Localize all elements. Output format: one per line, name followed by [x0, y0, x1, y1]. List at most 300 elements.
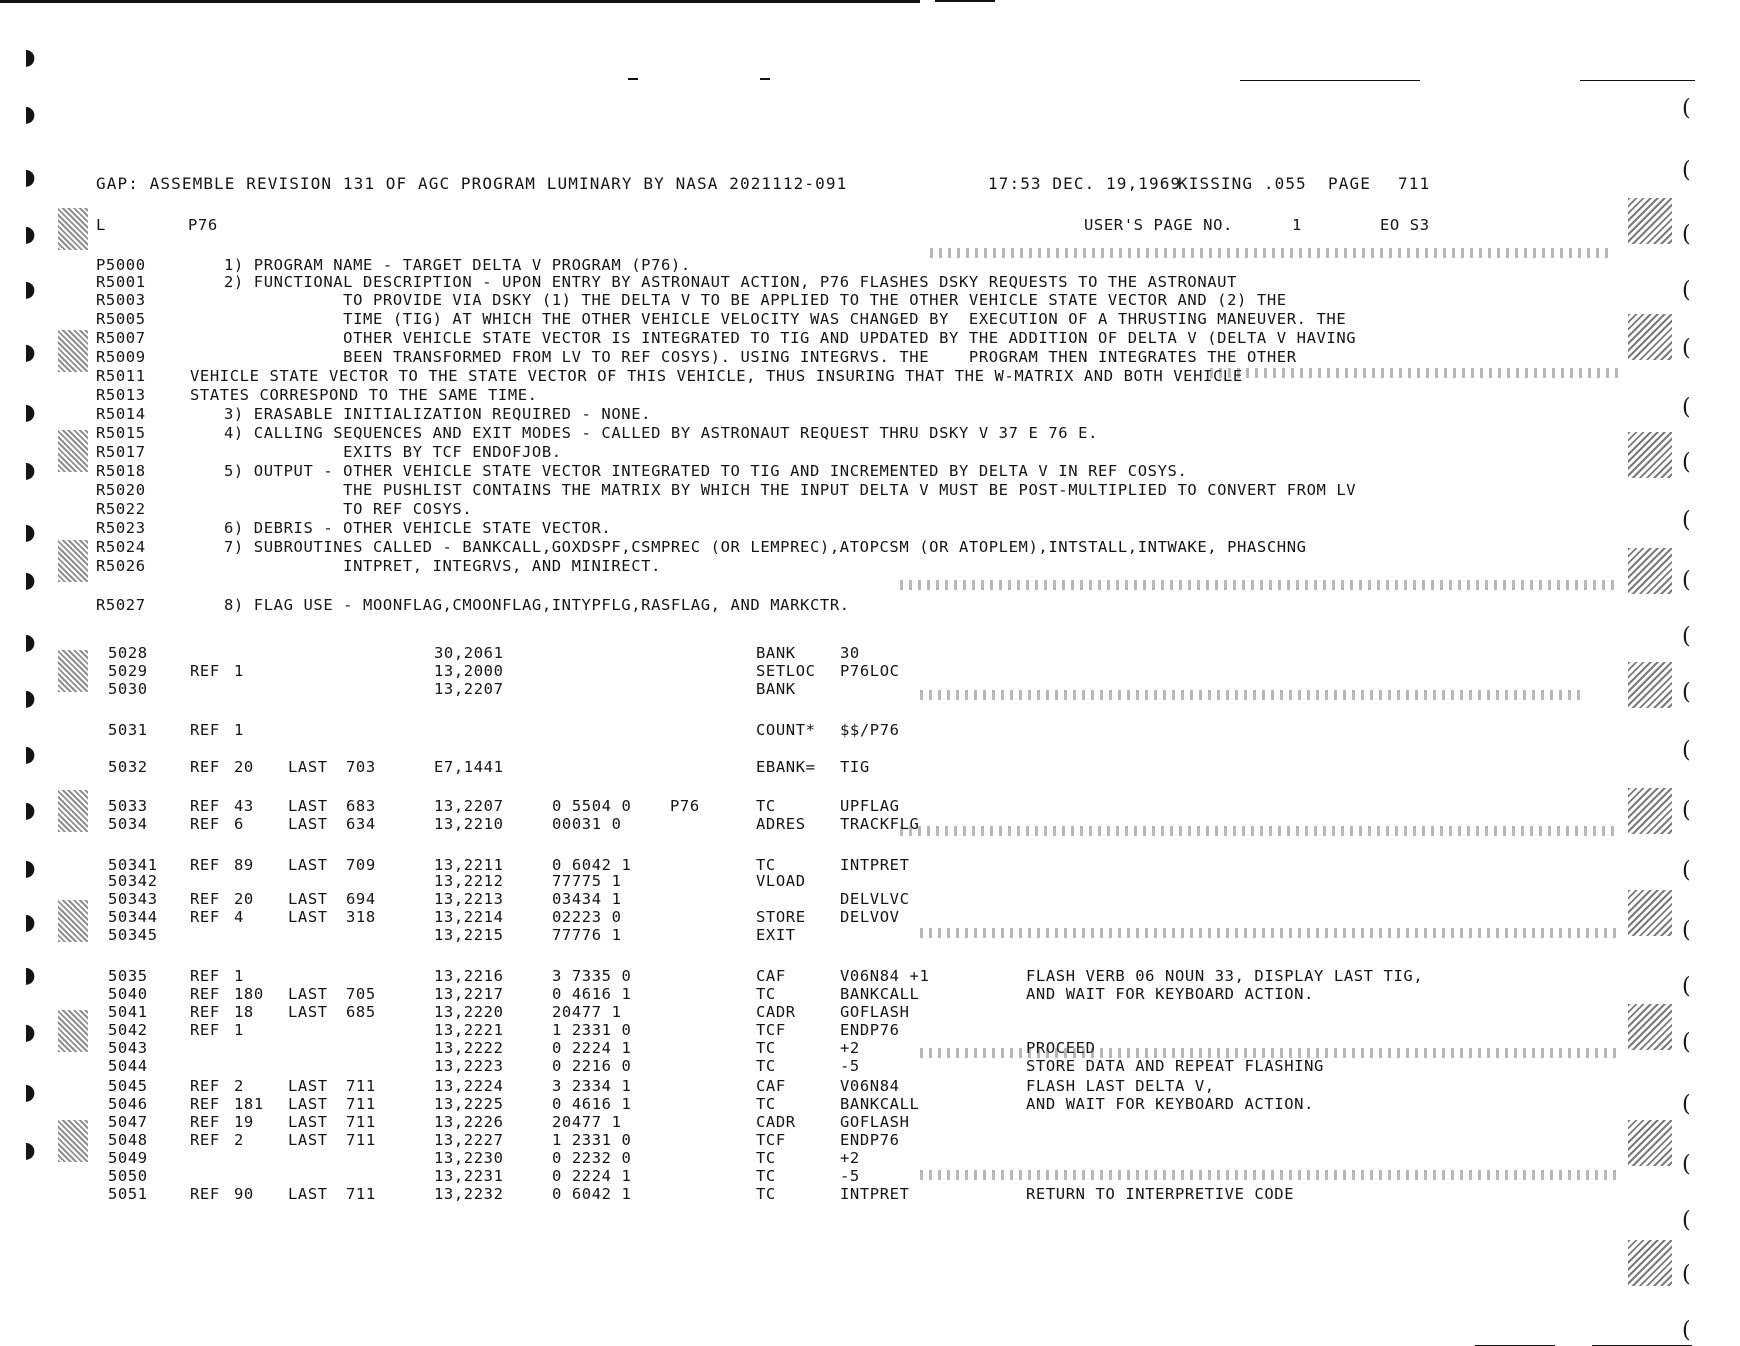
- top-dash-1: [628, 78, 638, 80]
- code-ref-count: 2: [234, 1077, 244, 1095]
- code-operand: TRACKFLG: [840, 815, 920, 833]
- code-last-page: 694: [346, 890, 376, 908]
- code-word: 0 2232 0: [552, 1149, 632, 1167]
- code-operand: DELVOV: [840, 908, 900, 926]
- code-opcode: CAF: [756, 1077, 786, 1095]
- header-page-number: 711: [1398, 174, 1431, 193]
- comment-line-id: R5017: [96, 443, 146, 461]
- header-page-label: PAGE: [1328, 174, 1371, 193]
- code-word: 0 2224 1: [552, 1039, 632, 1057]
- code-last-page: 711: [346, 1077, 376, 1095]
- code-opcode: TC: [756, 1039, 776, 1057]
- code-ref: REF: [190, 815, 220, 833]
- code-opcode: TC: [756, 1095, 776, 1113]
- comment-line-text: EXITS BY TCF ENDOFJOB.: [224, 443, 562, 461]
- top-scan-rule-short: [935, 0, 995, 2]
- code-last-page: 711: [346, 1131, 376, 1149]
- punch-hole-mark: ◗: [24, 742, 36, 767]
- comment-line-id: R5018: [96, 462, 146, 480]
- code-word: 20477 1: [552, 1003, 622, 1021]
- comment-line-id: R5014: [96, 405, 146, 423]
- code-opcode: TC: [756, 797, 776, 815]
- scan-noise-left: [58, 208, 88, 250]
- code-address: 13,2226: [434, 1113, 504, 1131]
- code-line-number: 5049: [108, 1149, 148, 1167]
- code-address: 30,2061: [434, 644, 504, 662]
- punch-hole-mark: ◗: [24, 520, 36, 545]
- code-line-number: 5050: [108, 1167, 148, 1185]
- punch-hole-mark: ◗: [24, 630, 36, 655]
- code-last-page: 711: [346, 1185, 376, 1203]
- code-operand: UPFLAG: [840, 797, 900, 815]
- code-ref-count: 181: [234, 1095, 264, 1113]
- code-opcode: BANK: [756, 644, 796, 662]
- scan-noise-right: [1628, 548, 1672, 594]
- scan-noise-right: [1628, 314, 1672, 360]
- code-address: 13,2213: [434, 890, 504, 908]
- code-operand: P76LOC: [840, 662, 900, 680]
- comment-line-text: TO PROVIDE VIA DSKY (1) THE DELTA V TO BE APPLIED TO THE OTHER VEHICLE STATE VECTOR AND (2) THE: [224, 291, 1287, 309]
- code-ref-count: 20: [234, 890, 254, 908]
- code-line-number: 50342: [108, 872, 158, 890]
- code-last: LAST: [288, 890, 328, 908]
- scan-noise-smear: [900, 826, 1620, 836]
- right-edge-paren: (: [1682, 278, 1691, 303]
- right-edge-paren: (: [1682, 974, 1691, 999]
- code-opcode: STORE: [756, 908, 806, 926]
- code-ref-count: 18: [234, 1003, 254, 1021]
- code-word: 3 2334 1: [552, 1077, 632, 1095]
- right-edge-paren: (: [1682, 508, 1691, 533]
- listing-page: [96, 176, 1656, 1306]
- scan-noise-right: [1628, 432, 1672, 478]
- code-ref-count: 89: [234, 856, 254, 874]
- code-operand: V06N84: [840, 1077, 900, 1095]
- code-line-number: 5042: [108, 1021, 148, 1039]
- top-dash-4: [1580, 80, 1695, 81]
- code-word: 02223 0: [552, 908, 622, 926]
- scan-noise-left: [58, 650, 88, 692]
- code-opcode: SETLOC: [756, 662, 816, 680]
- code-ref: REF: [190, 1077, 220, 1095]
- code-line-number: 5045: [108, 1077, 148, 1095]
- code-last-page: 711: [346, 1113, 376, 1131]
- comment-line-text: INTPRET, INTEGRVS, AND MINIRECT.: [224, 557, 661, 575]
- code-address: 13,2207: [434, 797, 504, 815]
- right-edge-paren: (: [1682, 1030, 1691, 1055]
- code-operand: BANKCALL: [840, 1095, 920, 1113]
- comment-line-id: R5011: [96, 367, 146, 385]
- code-last: LAST: [288, 797, 328, 815]
- code-word: 00031 0: [552, 815, 622, 833]
- code-operand: $$/P76: [840, 721, 900, 739]
- code-last: LAST: [288, 1185, 328, 1203]
- scan-noise-right: [1628, 1004, 1672, 1050]
- punch-hole-mark: ◗: [24, 340, 36, 365]
- scan-noise-left: [58, 540, 88, 582]
- code-ref-count: 19: [234, 1113, 254, 1131]
- comment-line-id: R5005: [96, 310, 146, 328]
- punch-hole-mark: ◗: [24, 458, 36, 483]
- code-address: 13,2230: [434, 1149, 504, 1167]
- code-address: 13,2224: [434, 1077, 504, 1095]
- scan-noise-smear: [920, 690, 1580, 700]
- comment-line-id: R5022: [96, 500, 146, 518]
- code-opcode: TC: [756, 856, 776, 874]
- punch-hole-mark: ◗: [24, 222, 36, 247]
- code-line-number: 5051: [108, 1185, 148, 1203]
- code-last-page: 683: [346, 797, 376, 815]
- code-address: 13,2211: [434, 856, 504, 874]
- comment-line-text: 4) CALLING SEQUENCES AND EXIT MODES - CALLED BY ASTRONAUT REQUEST THRU DSKY V 37 E 76 E.: [224, 424, 1098, 442]
- code-line-number: 5029: [108, 662, 148, 680]
- code-address: 13,2222: [434, 1039, 504, 1057]
- code-address: E7,1441: [434, 758, 504, 776]
- code-line-number: 50345: [108, 926, 158, 944]
- right-edge-paren: (: [1682, 158, 1691, 183]
- code-last: LAST: [288, 815, 328, 833]
- code-word: 77775 1: [552, 872, 622, 890]
- code-word: 20477 1: [552, 1113, 622, 1131]
- scan-noise-left: [58, 430, 88, 472]
- comment-line-text: TO REF COSYS.: [224, 500, 473, 518]
- code-ref: REF: [190, 1003, 220, 1021]
- right-edge-paren: (: [1682, 336, 1691, 361]
- top-dash-3: [1240, 80, 1420, 81]
- code-last: LAST: [288, 1003, 328, 1021]
- code-address: 13,2215: [434, 926, 504, 944]
- code-ref: REF: [190, 721, 220, 739]
- code-ref-count: 1: [234, 1021, 244, 1039]
- punch-hole-mark: ◗: [24, 686, 36, 711]
- code-comment: FLASH VERB 06 NOUN 33, DISPLAY LAST TIG,: [1026, 967, 1424, 985]
- code-word: 0 5504 0: [552, 797, 632, 815]
- code-last: LAST: [288, 1077, 328, 1095]
- code-last: LAST: [288, 985, 328, 1003]
- code-operand: -5: [840, 1167, 860, 1185]
- comment-line-text: STATES CORRESPOND TO THE SAME TIME.: [190, 386, 538, 404]
- comment-line-id: R5013: [96, 386, 146, 404]
- code-opcode: EBANK=: [756, 758, 816, 776]
- code-word: 0 4616 1: [552, 985, 632, 1003]
- right-edge-paren: (: [1682, 96, 1691, 121]
- right-edge-paren: (: [1682, 222, 1691, 247]
- comment-line-id: R5001: [96, 273, 146, 291]
- header-title: GAP: ASSEMBLE REVISION 131 OF AGC PROGRAM LUMINARY BY NASA 2021112-091: [96, 174, 848, 193]
- code-comment: STORE DATA AND REPEAT FLASHING: [1026, 1057, 1324, 1075]
- right-edge-paren: (: [1682, 1092, 1691, 1117]
- subheader-column-l: L: [96, 216, 106, 234]
- code-operand: GOFLASH: [840, 1113, 910, 1131]
- punch-hole-mark: ◗: [24, 856, 36, 881]
- subheader-eo: EO S3: [1380, 216, 1430, 234]
- code-line-number: 5043: [108, 1039, 148, 1057]
- code-opcode: TC: [756, 1167, 776, 1185]
- right-edge-paren: (: [1682, 568, 1691, 593]
- code-last: LAST: [288, 1131, 328, 1149]
- code-opcode: TC: [756, 1185, 776, 1203]
- punch-hole-mark: ◗: [24, 1020, 36, 1045]
- code-operand: TIG: [840, 758, 870, 776]
- code-operand: ENDP76: [840, 1021, 900, 1039]
- code-ref: REF: [190, 985, 220, 1003]
- top-scan-rule: [0, 0, 920, 3]
- comment-line-id: R5026: [96, 557, 146, 575]
- code-comment: AND WAIT FOR KEYBOARD ACTION.: [1026, 1095, 1315, 1113]
- comment-line-text: 1) PROGRAM NAME - TARGET DELTA V PROGRAM (P76).: [224, 256, 691, 274]
- comment-line-text: 8) FLAG USE - MOONFLAG,CMOONFLAG,INTYPFLG,RASFLAG, AND MARKCTR.: [224, 596, 850, 614]
- scan-noise-smear: [1210, 368, 1620, 378]
- code-address: 13,2227: [434, 1131, 504, 1149]
- code-word: 3 7335 0: [552, 967, 632, 985]
- code-comment: RETURN TO INTERPRETIVE CODE: [1026, 1185, 1295, 1203]
- comment-line-id: R5027: [96, 596, 146, 614]
- code-comment: AND WAIT FOR KEYBOARD ACTION.: [1026, 985, 1315, 1003]
- scan-noise-smear: [920, 1048, 1620, 1058]
- code-ref: REF: [190, 758, 220, 776]
- code-ref: REF: [190, 1131, 220, 1149]
- code-ref: REF: [190, 662, 220, 680]
- code-operand: +2: [840, 1149, 860, 1167]
- subheader-users-page-no: 1: [1292, 216, 1302, 234]
- code-word: 1 2331 0: [552, 1131, 632, 1149]
- comment-line-text: 2) FUNCTIONAL DESCRIPTION - UPON ENTRY BY ASTRONAUT ACTION, P76 FLASHES DSKY REQUESTS TO THE ASTRONAUT: [224, 273, 1238, 291]
- code-ref: REF: [190, 797, 220, 815]
- code-opcode: BANK: [756, 680, 796, 698]
- comment-line-text: 5) OUTPUT - OTHER VEHICLE STATE VECTOR INTEGRATED TO TIG AND INCREMENTED BY DELTA V IN REF COSYS.: [224, 462, 1188, 480]
- comment-line-text: BEEN TRANSFORMED FROM LV TO REF COSYS). USING INTEGRVS. THE PROGRAM THEN INTEGRATES THE OTHER: [224, 348, 1297, 366]
- right-edge-paren: (: [1682, 680, 1691, 705]
- code-address: 13,2223: [434, 1057, 504, 1075]
- header-assembler: KISSING .055: [1178, 174, 1307, 193]
- code-ref-count: 1: [234, 721, 244, 739]
- code-ref: REF: [190, 1095, 220, 1113]
- code-last-page: 318: [346, 908, 376, 926]
- code-opcode: TCF: [756, 1131, 786, 1149]
- comment-line-text: OTHER VEHICLE STATE VECTOR IS INTEGRATED TO TIG AND UPDATED BY THE ADDITION OF DELTA V (DELTA V HAVING: [224, 329, 1357, 347]
- comment-line-text: TIME (TIG) AT WHICH THE OTHER VEHICLE VELOCITY WAS CHANGED BY EXECUTION OF A THRUSTING MANEUVER. THE: [224, 310, 1347, 328]
- comment-line-id: P5000: [96, 256, 146, 274]
- code-ref-count: 6: [234, 815, 244, 833]
- scan-noise-right: [1628, 662, 1672, 708]
- code-ref: REF: [190, 1185, 220, 1203]
- code-opcode: EXIT: [756, 926, 796, 944]
- code-operand: GOFLASH: [840, 1003, 910, 1021]
- code-label: P76: [670, 797, 700, 815]
- comment-line-text: 3) ERASABLE INITIALIZATION REQUIRED - NONE.: [224, 405, 652, 423]
- punch-hole-mark: ◗: [24, 102, 36, 127]
- comment-line-id: R5015: [96, 424, 146, 442]
- code-opcode: CAF: [756, 967, 786, 985]
- code-word: 77776 1: [552, 926, 622, 944]
- code-opcode: TC: [756, 1149, 776, 1167]
- scan-noise-right: [1628, 1120, 1672, 1166]
- punch-hole-mark: ◗: [24, 568, 36, 593]
- code-last-page: 709: [346, 856, 376, 874]
- code-operand: ENDP76: [840, 1131, 900, 1149]
- punch-hole-mark: ◗: [24, 400, 36, 425]
- code-last-page: 685: [346, 1003, 376, 1021]
- punch-hole-mark: ◗: [24, 910, 36, 935]
- code-ref-count: 2: [234, 1131, 244, 1149]
- code-opcode: CADR: [756, 1003, 796, 1021]
- scan-noise-smear: [900, 580, 1620, 590]
- code-ref-count: 43: [234, 797, 254, 815]
- code-word: 0 2224 1: [552, 1167, 632, 1185]
- code-opcode: COUNT*: [756, 721, 816, 739]
- code-address: 13,2216: [434, 967, 504, 985]
- code-ref-count: 1: [234, 967, 244, 985]
- punch-hole-mark: ◗: [24, 963, 36, 988]
- right-edge-paren: (: [1682, 918, 1691, 943]
- code-operand: DELVLVC: [840, 890, 910, 908]
- subheader-users-page: USER'S PAGE NO.: [1084, 216, 1233, 234]
- code-address: 13,2000: [434, 662, 504, 680]
- header-timestamp: 17:53 DEC. 19,1969: [988, 174, 1182, 193]
- code-word: 0 6042 1: [552, 1185, 632, 1203]
- code-opcode: TCF: [756, 1021, 786, 1039]
- right-edge-paren: (: [1682, 1262, 1691, 1287]
- code-ref-count: 1: [234, 662, 244, 680]
- right-edge-paren: (: [1682, 395, 1691, 420]
- top-dash-2: [760, 78, 770, 80]
- code-last: LAST: [288, 1095, 328, 1113]
- right-edge-paren: (: [1682, 798, 1691, 823]
- comment-line-id: R5023: [96, 519, 146, 537]
- comment-line-id: R5003: [96, 291, 146, 309]
- code-line-number: 5030: [108, 680, 148, 698]
- right-edge-paren: (: [1682, 738, 1691, 763]
- code-address: 13,2217: [434, 985, 504, 1003]
- code-line-number: 5033: [108, 797, 148, 815]
- code-ref-count: 90: [234, 1185, 254, 1203]
- punch-hole-mark: ◗: [24, 45, 36, 70]
- scan-noise-smear: [920, 928, 1620, 938]
- code-opcode: VLOAD: [756, 872, 806, 890]
- punch-hole-mark: ◗: [24, 1080, 36, 1105]
- code-word: 0 4616 1: [552, 1095, 632, 1113]
- subheader-program: P76: [188, 216, 218, 234]
- code-opcode: TC: [756, 985, 776, 1003]
- code-line-number: 5047: [108, 1113, 148, 1131]
- code-line-number: 5035: [108, 967, 148, 985]
- comment-line-id: R5024: [96, 538, 146, 556]
- code-line-number: 50343: [108, 890, 158, 908]
- right-edge-paren: (: [1682, 1208, 1691, 1233]
- comment-line-id: R5009: [96, 348, 146, 366]
- code-address: 13,2214: [434, 908, 504, 926]
- code-operand: 30: [840, 644, 860, 662]
- code-word: 03434 1: [552, 890, 622, 908]
- scan-noise-smear: [930, 248, 1610, 258]
- punch-hole-mark: ◗: [24, 798, 36, 823]
- code-operand: INTPRET: [840, 1185, 910, 1203]
- code-address: 13,2231: [434, 1167, 504, 1185]
- code-address: 13,2232: [434, 1185, 504, 1203]
- comment-line-text: VEHICLE STATE VECTOR TO THE STATE VECTOR OF THIS VEHICLE, THUS INSURING THAT THE W-MATRIX AND BOTH VEHICLE: [190, 367, 1243, 385]
- code-opcode: ADRES: [756, 815, 806, 833]
- code-operand: INTPRET: [840, 856, 910, 874]
- code-operand: V06N84 +1: [840, 967, 930, 985]
- comment-line-id: R5007: [96, 329, 146, 347]
- code-word: 1 2331 0: [552, 1021, 632, 1039]
- right-edge-paren: (: [1682, 624, 1691, 649]
- scan-noise-left: [58, 790, 88, 832]
- code-ref: REF: [190, 967, 220, 985]
- code-opcode: CADR: [756, 1113, 796, 1131]
- code-word: 0 6042 1: [552, 856, 632, 874]
- code-line-number: 5046: [108, 1095, 148, 1113]
- punch-hole-mark: ◗: [24, 277, 36, 302]
- code-address: 13,2212: [434, 872, 504, 890]
- comment-line-text: 6) DEBRIS - OTHER VEHICLE STATE VECTOR.: [224, 519, 612, 537]
- code-operand: +2: [840, 1039, 860, 1057]
- code-operand: BANKCALL: [840, 985, 920, 1003]
- code-line-number: 50344: [108, 908, 158, 926]
- scan-noise-left: [58, 1010, 88, 1052]
- code-address: 13,2220: [434, 1003, 504, 1021]
- code-ref-count: 180: [234, 985, 264, 1003]
- code-opcode: TC: [756, 1057, 776, 1075]
- code-ref: REF: [190, 856, 220, 874]
- code-line-number: 5028: [108, 644, 148, 662]
- right-edge-paren: (: [1682, 450, 1691, 475]
- right-edge-paren: (: [1682, 1152, 1691, 1177]
- scan-noise-right: [1628, 198, 1672, 244]
- scan-noise-right: [1628, 1240, 1672, 1286]
- scan-noise-right: [1628, 890, 1672, 936]
- code-comment: FLASH LAST DELTA V,: [1026, 1077, 1215, 1095]
- right-edge-paren: (: [1682, 1318, 1691, 1343]
- comment-line-text: 7) SUBROUTINES CALLED - BANKCALL,GOXDSPF,CSMPREC (OR LEMPREC),ATOPCSM (OR ATOPLEM),INTSTALL,INTWAKE, PHASCHNG: [224, 538, 1307, 556]
- code-line-number: 50341: [108, 856, 158, 874]
- comment-line-id: R5020: [96, 481, 146, 499]
- scan-noise-smear: [920, 1170, 1620, 1180]
- punch-hole-mark: ◗: [24, 1138, 36, 1163]
- code-last-page: 705: [346, 985, 376, 1003]
- code-last-page: 634: [346, 815, 376, 833]
- code-ref: REF: [190, 1113, 220, 1131]
- scan-noise-left: [58, 330, 88, 372]
- code-address: 13,2210: [434, 815, 504, 833]
- code-last-page: 703: [346, 758, 376, 776]
- scan-noise-left: [58, 1120, 88, 1162]
- code-ref: REF: [190, 1021, 220, 1039]
- code-ref: REF: [190, 908, 220, 926]
- scan-noise-right: [1628, 788, 1672, 834]
- comment-line-text: THE PUSHLIST CONTAINS THE MATRIX BY WHICH THE INPUT DELTA V MUST BE POST-MULTIPLIED TO CONVERT FROM LV: [224, 481, 1357, 499]
- code-last: LAST: [288, 1113, 328, 1131]
- code-line-number: 5031: [108, 721, 148, 739]
- code-line-number: 5034: [108, 815, 148, 833]
- code-address: 13,2221: [434, 1021, 504, 1039]
- code-last: LAST: [288, 856, 328, 874]
- code-last: LAST: [288, 908, 328, 926]
- code-last: LAST: [288, 758, 328, 776]
- code-ref-count: 4: [234, 908, 244, 926]
- code-address: 13,2225: [434, 1095, 504, 1113]
- code-address: 13,2207: [434, 680, 504, 698]
- code-line-number: 5041: [108, 1003, 148, 1021]
- code-line-number: 5048: [108, 1131, 148, 1149]
- code-line-number: 5040: [108, 985, 148, 1003]
- scan-noise-left: [58, 900, 88, 942]
- right-edge-paren: (: [1682, 858, 1691, 883]
- code-operand: -5: [840, 1057, 860, 1075]
- code-last-page: 711: [346, 1095, 376, 1113]
- code-ref-count: 20: [234, 758, 254, 776]
- punch-hole-mark: ◗: [24, 165, 36, 190]
